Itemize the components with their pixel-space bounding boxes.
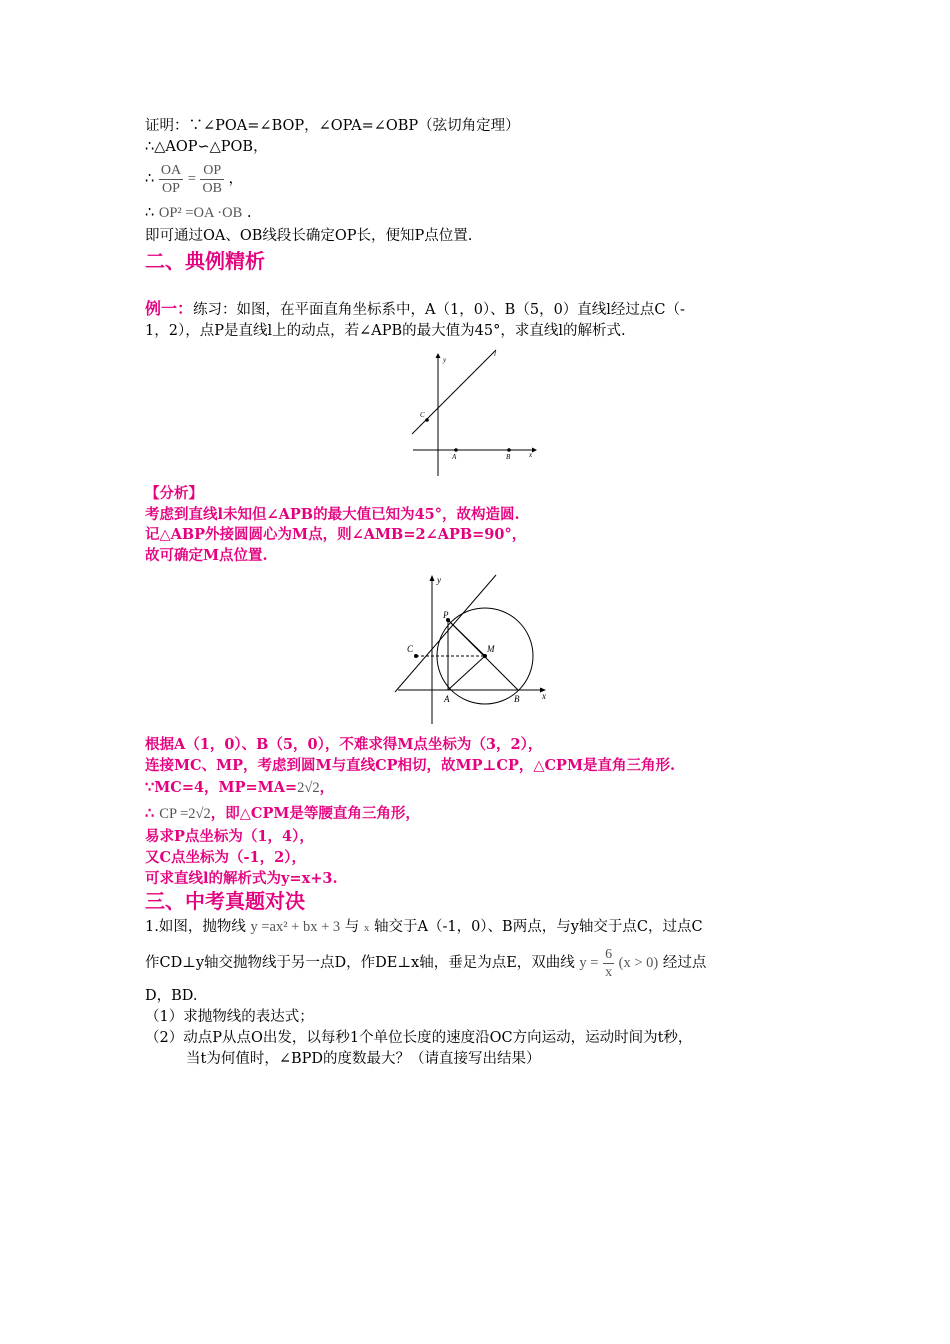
- fraction-denominator: OP: [162, 180, 180, 196]
- fraction-denominator: OB: [202, 180, 222, 196]
- label-b: B: [506, 453, 511, 461]
- point-m: [483, 654, 487, 658]
- label-x: x: [542, 691, 546, 701]
- formula-op-squared: OP² =OA ·OB: [158, 205, 243, 221]
- therefore-symbol: ∴: [145, 805, 155, 822]
- label-p: P: [443, 610, 449, 620]
- label-a: A: [444, 694, 450, 704]
- problem1-line-3: D，BD.: [145, 988, 198, 1004]
- label-y: y: [443, 356, 447, 364]
- example1-line-2: 1，2），点P是直线l上的动点，若∠APB的最大值为45°，求直线l的解析式.: [145, 323, 626, 339]
- fraction-numerator: OP: [200, 162, 223, 180]
- segment-pm: [448, 620, 485, 656]
- problem1-line-1: [145, 917, 703, 938]
- proof-line-1: 证明：∵∠POA=∠BOP，∠OPA=∠OBP（弦切角定理）: [145, 118, 520, 134]
- problem1-text-3: 经过点: [662, 955, 707, 971]
- formula-2root2: 2√2: [297, 780, 320, 796]
- fraction-numerator: 6: [605, 946, 613, 962]
- question-2-line-2: 当t为何值时，∠BPD的度数最大？（请直接写出结果）: [186, 1051, 541, 1067]
- analysis-title: 【分析】: [145, 485, 203, 502]
- figure-1-coordinate-plane: [405, 346, 540, 478]
- solution-line-1: 根据A（1，0）、B（5，0），不难求得M点坐标为（3，2），: [145, 736, 543, 753]
- point-a: [454, 448, 458, 452]
- proof-line-3: [145, 158, 243, 200]
- solution-line-3: [145, 778, 334, 798]
- label-c: C: [420, 411, 425, 419]
- solution-line-4: [145, 804, 420, 824]
- point-c: [414, 654, 418, 658]
- figure-2-circle-construction: [392, 572, 557, 727]
- example1-line-1: [145, 299, 685, 320]
- label-b: B: [514, 694, 520, 704]
- point-c: [425, 418, 429, 422]
- fraction-6-over-x: [603, 946, 614, 981]
- label-y: y: [437, 575, 441, 585]
- line-l: [395, 575, 496, 692]
- therefore-symbol: ∴: [145, 171, 155, 187]
- proof-line-5: 即可通过OA、OB线段长确定OP长，便知P点位置.: [145, 228, 473, 244]
- segment-am: [448, 656, 485, 690]
- comma: ，: [319, 779, 335, 796]
- problem1-line-2: [145, 942, 706, 984]
- analysis-line-2: 记△ABP外接圆圆心为M点，则∠AMB=2∠APB=90°，: [145, 526, 527, 543]
- y-axis-arrow: [436, 353, 441, 358]
- label-m: M: [487, 644, 495, 654]
- solution-line-6: 又C点坐标为（-1，2），: [145, 849, 306, 866]
- solution-4-text: ，即△CPM是等腰直角三角形，: [210, 805, 420, 822]
- proof-line-4: [145, 203, 252, 223]
- y-axis-arrow: [430, 575, 435, 581]
- label-c: C: [407, 644, 414, 654]
- formula-hyperbola-y: y =: [579, 955, 599, 971]
- period: .: [246, 205, 252, 221]
- formula-cp: CP =2√2: [159, 806, 211, 822]
- fraction-denominator: x: [605, 964, 613, 980]
- label-x: x: [529, 451, 533, 459]
- problem1-text-1: 轴交于A（-1，0）、B两点，与y轴交于点C，过点C: [373, 919, 703, 935]
- therefore-symbol: ∴: [145, 205, 155, 221]
- fraction-op-ob: [200, 162, 223, 197]
- equals-sign: =: [187, 171, 196, 187]
- analysis-line-3: 故可确定M点位置.: [145, 547, 268, 564]
- section-title-3: 三、中考真题对决: [145, 889, 305, 913]
- section-title-2: 二、典例精析: [145, 249, 265, 273]
- solution-3-text: ∵MC=4，MP=MA=: [145, 779, 298, 796]
- proof-line-2: ∴△AOP∽△POB，: [145, 139, 268, 155]
- condition-x-positive: (x > 0): [618, 955, 659, 971]
- problem1-text-and: 与: [344, 919, 360, 935]
- x-axis-arrow: [532, 448, 537, 453]
- question-1: （1）求抛物线的表达式；: [145, 1009, 314, 1025]
- fraction-numerator: OA: [160, 162, 182, 178]
- solution-line-7: 可求直线l的解析式为y=x+3.: [145, 870, 338, 887]
- line-l: [412, 350, 496, 434]
- solution-line-2: 连接MC、MP，考虑到圆M与直线CP相切，故MP⊥CP，△CPM是直角三角形.: [145, 757, 676, 774]
- analysis-line-1: 考虑到直线l未知但∠APB的最大值已知为45°，故构造圆.: [145, 506, 520, 523]
- label-l: l: [494, 350, 496, 358]
- point-b: [507, 448, 511, 452]
- variable-x: x: [363, 922, 370, 934]
- problem1-number: 1.如图，抛物线: [145, 919, 246, 935]
- fraction-oa-op: [159, 162, 183, 197]
- comma: ，: [228, 171, 244, 187]
- question-2-line-1: （2）动点P从点O出发，以每秒1个单位长度的速度沿OC方向运动，运动时间为t秒，: [145, 1030, 693, 1046]
- example1-text-1: 练习：如图，在平面直角坐标系中，A（1，0）、B（5，0）直线l经过点C（-: [193, 302, 685, 318]
- problem1-text-2: 作CD⊥y轴交抛物线于另一点D，作DE⊥x轴，垂足为点E，双曲线: [145, 955, 575, 971]
- solution-line-5: 易求P点坐标为（1，4），: [145, 828, 314, 845]
- example1-label: 例一：: [145, 299, 194, 318]
- label-a: A: [452, 453, 457, 461]
- formula-parabola: y =ax² + bx + 3: [250, 919, 341, 935]
